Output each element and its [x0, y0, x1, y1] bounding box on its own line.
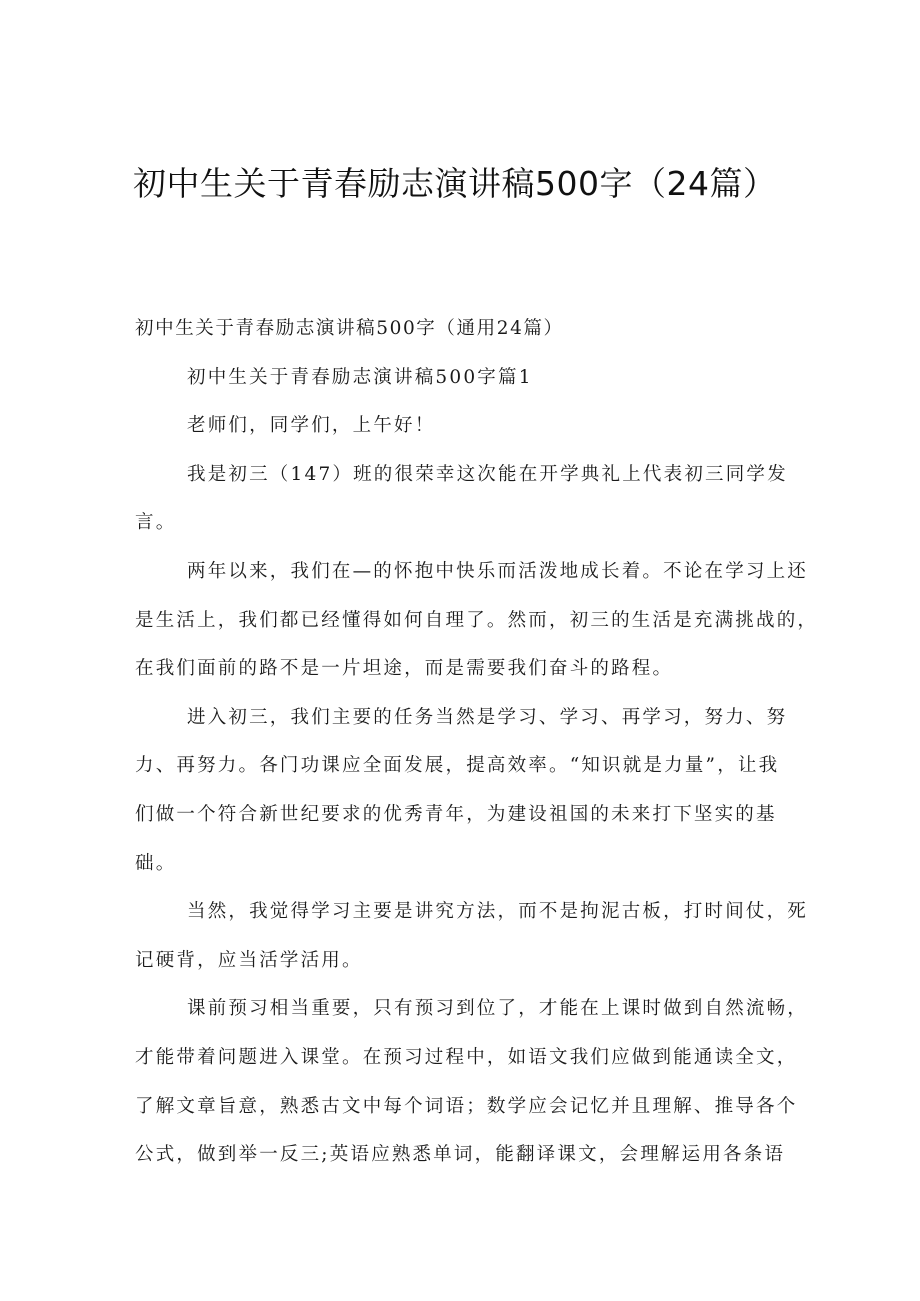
- paragraph-line: 力、再努力。各门功课应全面发展，提高效率。“知识就是力量”，让我: [135, 755, 780, 777]
- document-title: 初中生关于青春励志演讲稿500字（24篇）: [133, 164, 777, 203]
- paragraph-line: 当然，我觉得学习主要是讲究方法，而不是拘泥古板，打时间仗，死: [187, 901, 809, 923]
- paragraph-line: 老师们，同学们，上午好！: [187, 415, 436, 437]
- document-body: [135, 305, 819, 1180]
- paragraph-line: 了解文章旨意，熟悉古文中每个词语；数学应会记忆并且理解、推导各个: [135, 1095, 798, 1117]
- paragraph-line: 础。: [135, 852, 177, 874]
- paragraph-line: 进入初三，我们主要的任务当然是学习、学习、再学习，努力、努: [187, 706, 788, 728]
- document-subtitle: 初中生关于青春励志演讲稿500字（通用24篇）: [135, 318, 564, 339]
- paragraph-line: 言。: [135, 512, 177, 534]
- paragraph-line: 在我们面前的路不是一片坦途，而是需要我们奋斗的路程。: [135, 658, 674, 680]
- paragraph-line: 才能带着问题进入课堂。在预习过程中，如语文我们应做到能通读全文，: [135, 1046, 798, 1068]
- paragraph-line: 课前预习相当重要，只有预习到位了，才能在上课时做到自然流畅，: [187, 998, 809, 1020]
- paragraph-line: 记硬背，应当活学活用。: [135, 949, 363, 971]
- paragraph-line: 公式，做到举一反三;英语应熟悉单词，能翻译课文，会理解运用各条语: [135, 1144, 786, 1166]
- paragraph-line: 是生活上，我们都已经懂得如何自理了。然而，初三的生活是充满挑战的，: [135, 609, 819, 631]
- section-heading: 初中生关于青春励志演讲稿500字篇1: [187, 366, 533, 388]
- paragraph-line: 我是初三（147）班的很荣幸这次能在开学典礼上代表初三同学发: [187, 463, 788, 485]
- paragraph-line: 们做一个符合新世纪要求的优秀青年，为建设祖国的未来打下坚实的基: [135, 803, 777, 825]
- paragraph-line: 两年以来，我们在—的怀抱中快乐而活泼地成长着。不论在学习上还: [187, 560, 809, 582]
